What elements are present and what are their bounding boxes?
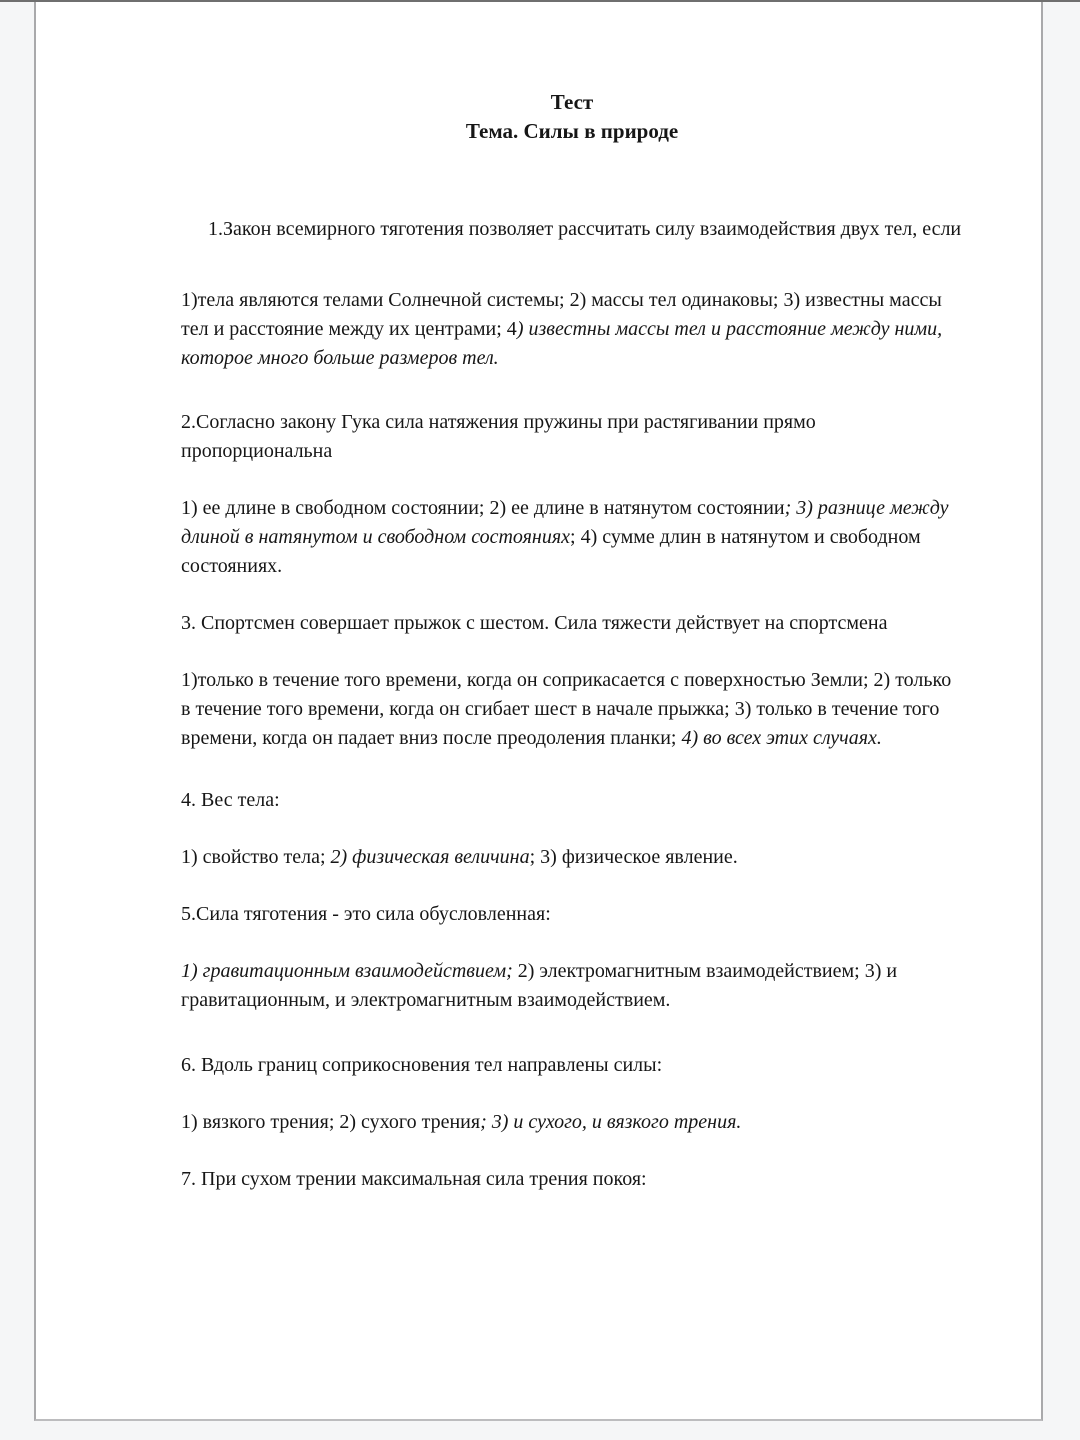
- question-1-text: 1.Закон всемирного тяготения позволяет рассчитать силу взаимодействия двух тел, если: [208, 218, 962, 240]
- option-text-italic: 4) во всех этих случаях.: [681, 727, 882, 749]
- question-1-options: [181, 286, 963, 373]
- question-4-text: 4. Вес тела:: [181, 789, 280, 811]
- option-text: 1) ее длине в свободном состоянии; 2) ее длине в натянутом состоянии: [181, 497, 785, 519]
- option-text: ; 3) физическое явление.: [529, 846, 738, 868]
- doc-subtitle: Тема. Силы в природе: [465, 119, 679, 143]
- question-5-options: [181, 957, 963, 1015]
- question-7-text: 7. При сухом трении максимальная сила трения покоя:: [181, 1168, 647, 1190]
- document-page: [34, 2, 1043, 1421]
- question-3-text: 3. Спортсмен совершает прыжок с шестом. Сила тяжести действует на спортсмена: [181, 612, 888, 634]
- option-text-italic: 1) гравитационным взаимодействием;: [181, 960, 513, 982]
- viewport-top-edge: [0, 0, 1080, 2]
- option-text-italic: ) известны массы тел и расстояние между ними, которое много больше размеров тел.: [181, 318, 943, 369]
- option-text: 2) электромагнитным взаимодействием; 3) и гравитационным, и электромагнитным взаимодействием.: [181, 960, 898, 1011]
- question-6-text: 6. Вдоль границ соприкосновения тел направлены силы:: [181, 1054, 663, 1076]
- question-4-options: [181, 843, 963, 872]
- document-header: [181, 88, 963, 146]
- doc-title: Тест: [550, 90, 594, 114]
- option-text: 1)только в течение того времени, когда он соприкасается с поверхностью Земли; 2) только в течение того времени, когда он сгибает шест в начале прыжка; 3) только в течение того времени, когда он падает вниз после преодоления планки;: [181, 669, 952, 749]
- question-5-text: 5.Сила тяготения - это сила обусловленная:: [181, 903, 551, 925]
- option-text-italic: ; 3) разнице между длиной в натянутом и свободном состояниях: [181, 497, 949, 548]
- question-3-options: [181, 666, 963, 753]
- question-2-options: [181, 494, 963, 581]
- option-text: ; 4) сумме длин в натянутом и свободном состояниях.: [181, 526, 921, 577]
- option-text: 1) вязкого трения; 2) сухого трения: [181, 1111, 481, 1133]
- option-text-italic: 2) физическая величина: [330, 846, 530, 868]
- option-text-italic: ; 3) и сухого, и вязкого трения.: [480, 1111, 742, 1133]
- option-text: 1) свойство тела;: [181, 846, 331, 868]
- question-6-options: [181, 1108, 963, 1137]
- question-2-text: 2.Согласно закону Гука сила натяжения пружины при растягивании прямо пропорциональна: [181, 411, 816, 462]
- option-text: 1)тела являются телами Солнечной системы; 2) массы тел одинаковы; 3) известны массы тел и расстояние между их центрами; 4: [181, 289, 942, 340]
